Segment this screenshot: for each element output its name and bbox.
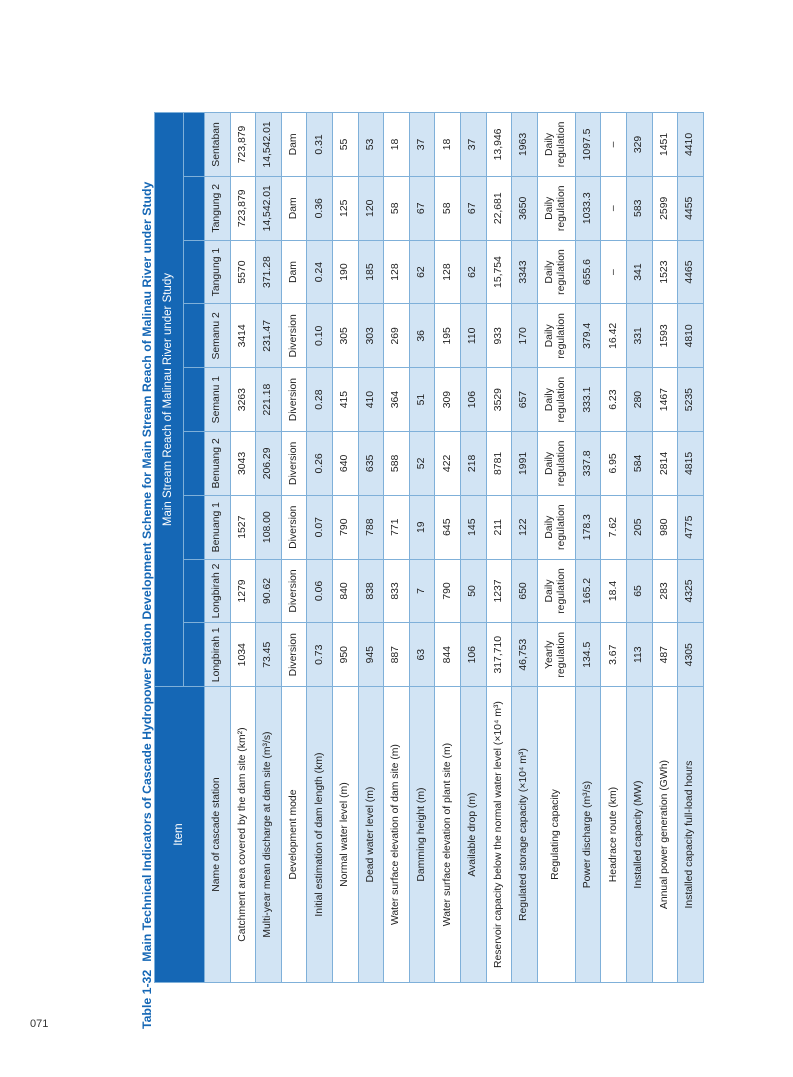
table-cell: 110 xyxy=(461,304,487,368)
table-cell: 62 xyxy=(409,240,435,304)
row-label: Catchment area covered by the dam site (km²) xyxy=(230,687,256,983)
table-row xyxy=(384,113,410,983)
table-cell: 655.6 xyxy=(575,240,601,304)
table-cell: Sentaban xyxy=(205,113,231,177)
table-row xyxy=(205,113,231,983)
table-cell: 62 xyxy=(461,240,487,304)
table-cell: 771 xyxy=(384,495,410,559)
table-cell: 165.2 xyxy=(575,559,601,623)
table-cell: 583 xyxy=(627,176,653,240)
rotated-table-wrapper xyxy=(154,112,704,983)
table-cell: 231.47 xyxy=(256,304,282,368)
table-cell: Daily regulation xyxy=(537,304,575,368)
table-cell: Tangung 2 xyxy=(205,176,231,240)
table-cell: 37 xyxy=(461,113,487,177)
table-cell: 3414 xyxy=(230,304,256,368)
table-cell: Daily regulation xyxy=(537,176,575,240)
table-cell: Dam xyxy=(281,240,307,304)
table-cell: 371.28 xyxy=(256,240,282,304)
table-cell: 22,681 xyxy=(486,176,512,240)
table-row xyxy=(333,113,359,983)
row-label: Regulated storage capacity (×10⁴ m³) xyxy=(512,687,538,983)
table-cell: 280 xyxy=(627,368,653,432)
table-cell: 5235 xyxy=(678,368,704,432)
table-cell: 14,542.01 xyxy=(256,113,282,177)
table-cell: 0.31 xyxy=(307,113,333,177)
table-cell: 15,754 xyxy=(486,240,512,304)
table-cell: Dam xyxy=(281,113,307,177)
table-body xyxy=(205,113,704,983)
row-label: Name of cascade station xyxy=(205,687,231,983)
table-cell: 415 xyxy=(333,368,359,432)
table-cell: 1593 xyxy=(652,304,678,368)
table-cell: 7 xyxy=(409,559,435,623)
table-cell: 6.23 xyxy=(601,368,627,432)
table-cell: 120 xyxy=(358,176,384,240)
table-cell: 0.07 xyxy=(307,495,333,559)
table-cell: 723,879 xyxy=(230,176,256,240)
table-cell: 657 xyxy=(512,368,538,432)
table-cell: Diversion xyxy=(281,623,307,687)
table-cell: 3529 xyxy=(486,368,512,432)
table-cell: 18 xyxy=(435,113,461,177)
table-cell: 3650 xyxy=(512,176,538,240)
table-cell: 1523 xyxy=(652,240,678,304)
table-cell: 584 xyxy=(627,432,653,496)
table-cell: Benuang 2 xyxy=(205,432,231,496)
table-cell: 113 xyxy=(627,623,653,687)
table-cell: 108.00 xyxy=(256,495,282,559)
table-cell: 3.67 xyxy=(601,623,627,687)
table-cell: 0.36 xyxy=(307,176,333,240)
table-cell: 650 xyxy=(512,559,538,623)
table-cell: 840 xyxy=(333,559,359,623)
table-cell: Longbirah 1 xyxy=(205,623,231,687)
row-label: Initial estimation of dam length (km) xyxy=(307,687,333,983)
table-cell: 58 xyxy=(435,176,461,240)
table-cell: 305 xyxy=(333,304,359,368)
table-cell: 950 xyxy=(333,623,359,687)
table-cell: 4410 xyxy=(678,113,704,177)
table-cell: Daily regulation xyxy=(537,113,575,177)
table-cell: Diversion xyxy=(281,368,307,432)
table-title: Main Technical Indicators of Cascade Hydropower Station Development Scheme for Main Stream Reach of Malinau River under Study xyxy=(140,181,154,962)
table-cell: Yearly regulation xyxy=(537,623,575,687)
table-cell: 838 xyxy=(358,559,384,623)
table-cell: 50 xyxy=(461,559,487,623)
table-cell: 46,753 xyxy=(512,623,538,687)
header-spacer xyxy=(184,432,205,496)
table-cell: 4810 xyxy=(678,304,704,368)
table-cell: 106 xyxy=(461,368,487,432)
table-cell: 205 xyxy=(627,495,653,559)
table-cell: 379.4 xyxy=(575,304,601,368)
table-cell: 788 xyxy=(358,495,384,559)
table-cell: 790 xyxy=(435,559,461,623)
table-cell: 5570 xyxy=(230,240,256,304)
table-cell: 945 xyxy=(358,623,384,687)
table-cell: 0.24 xyxy=(307,240,333,304)
row-label: Water surface elevation of dam site (m) xyxy=(384,687,410,983)
table-cell: 128 xyxy=(384,240,410,304)
table-cell: Daily regulation xyxy=(537,495,575,559)
header-spacer xyxy=(184,623,205,687)
header-group: Main Stream Reach of Malinau River under Study xyxy=(155,113,184,687)
table-cell: Diversion xyxy=(281,432,307,496)
table-cell: 933 xyxy=(486,304,512,368)
table-cell: 6.95 xyxy=(601,432,627,496)
table-cell: 1991 xyxy=(512,432,538,496)
row-label: Regulating capacity xyxy=(537,687,575,983)
header-spacer xyxy=(184,559,205,623)
table-cell: 52 xyxy=(409,432,435,496)
table-row xyxy=(652,113,678,983)
table-cell: 640 xyxy=(333,432,359,496)
table-cell: 3043 xyxy=(230,432,256,496)
table-row xyxy=(409,113,435,983)
table-cell: 337.8 xyxy=(575,432,601,496)
header-item: Item xyxy=(155,687,205,983)
table-cell: 7.62 xyxy=(601,495,627,559)
table-cell: 0.10 xyxy=(307,304,333,368)
table-cell: 211 xyxy=(486,495,512,559)
table-cell: 128 xyxy=(435,240,461,304)
table-cell: 53 xyxy=(358,113,384,177)
table-cell: 303 xyxy=(358,304,384,368)
page-number: 071 xyxy=(30,1018,49,1030)
table-cell: 195 xyxy=(435,304,461,368)
table-cell: 4455 xyxy=(678,176,704,240)
table-cell: Benuang 1 xyxy=(205,495,231,559)
table-cell: 145 xyxy=(461,495,487,559)
table-cell: – xyxy=(601,240,627,304)
table-cell: 422 xyxy=(435,432,461,496)
table-row xyxy=(678,113,704,983)
header-spacer xyxy=(184,368,205,432)
table-cell: 2814 xyxy=(652,432,678,496)
table-cell: 4775 xyxy=(678,495,704,559)
table-cell: 106 xyxy=(461,623,487,687)
table-cell: 65 xyxy=(627,559,653,623)
table-cell: 329 xyxy=(627,113,653,177)
table-cell: – xyxy=(601,113,627,177)
table-row xyxy=(575,113,601,983)
row-label: Installed capacity full-load hours xyxy=(678,687,704,983)
table-cell: 309 xyxy=(435,368,461,432)
row-label: Multi-year mean discharge at dam site (m³/s) xyxy=(256,687,282,983)
table-cell: 1451 xyxy=(652,113,678,177)
table-cell: 317,710 xyxy=(486,623,512,687)
table-cell: 2599 xyxy=(652,176,678,240)
table-row xyxy=(627,113,653,983)
table-cell: Semanu 2 xyxy=(205,304,231,368)
row-label: Damming height (m) xyxy=(409,687,435,983)
table-cell: 63 xyxy=(409,623,435,687)
header-spacer xyxy=(184,240,205,304)
table-cell: 14,542.01 xyxy=(256,176,282,240)
table-cell: 218 xyxy=(461,432,487,496)
table-cell: 341 xyxy=(627,240,653,304)
row-label: Installed capacity (MW) xyxy=(627,687,653,983)
table-cell: 887 xyxy=(384,623,410,687)
table-cell: 844 xyxy=(435,623,461,687)
table-cell: 206.29 xyxy=(256,432,282,496)
row-label: Headrace route (km) xyxy=(601,687,627,983)
table-cell: 4325 xyxy=(678,559,704,623)
table-cell: 1097.5 xyxy=(575,113,601,177)
table-cell: Daily regulation xyxy=(537,240,575,304)
table-cell: 37 xyxy=(409,113,435,177)
table-cell: 4465 xyxy=(678,240,704,304)
table-cell: 18.4 xyxy=(601,559,627,623)
table-cell: 51 xyxy=(409,368,435,432)
table-cell: 4815 xyxy=(678,432,704,496)
table-cell: Diversion xyxy=(281,495,307,559)
row-label: Reservoir capacity below the normal water level (×10⁴ m³) xyxy=(486,687,512,983)
table-cell: 134.5 xyxy=(575,623,601,687)
row-label: Water surface elevation of plant site (m) xyxy=(435,687,461,983)
table-cell: 1033.3 xyxy=(575,176,601,240)
table-cell: 790 xyxy=(333,495,359,559)
table-cell: 0.28 xyxy=(307,368,333,432)
table-cell: 980 xyxy=(652,495,678,559)
table-cell: 635 xyxy=(358,432,384,496)
table-cell: 190 xyxy=(333,240,359,304)
table-cell: 73.45 xyxy=(256,623,282,687)
table-cell: 364 xyxy=(384,368,410,432)
table-cell: 122 xyxy=(512,495,538,559)
table-cell: – xyxy=(601,176,627,240)
table-row xyxy=(435,113,461,983)
row-label: Normal water level (m) xyxy=(333,687,359,983)
table-cell: 1963 xyxy=(512,113,538,177)
table-cell: Longbirah 2 xyxy=(205,559,231,623)
table-row xyxy=(230,113,256,983)
table-cell: Diversion xyxy=(281,304,307,368)
table-cell: Daily regulation xyxy=(537,559,575,623)
table-cell: 18 xyxy=(384,113,410,177)
table-row xyxy=(307,113,333,983)
table-cell: 333.1 xyxy=(575,368,601,432)
table-cell: 13,946 xyxy=(486,113,512,177)
table-cell: 67 xyxy=(409,176,435,240)
row-label: Annual power generation (GWh) xyxy=(652,687,678,983)
table-cell: 331 xyxy=(627,304,653,368)
table-cell: 0.06 xyxy=(307,559,333,623)
table-cell: 588 xyxy=(384,432,410,496)
table-row xyxy=(358,113,384,983)
table-cell: 723,879 xyxy=(230,113,256,177)
table-cell: 170 xyxy=(512,304,538,368)
table-cell: 67 xyxy=(461,176,487,240)
table-cell: 1527 xyxy=(230,495,256,559)
table-row xyxy=(281,113,307,983)
table-cell: 487 xyxy=(652,623,678,687)
table-cell: Daily regulation xyxy=(537,368,575,432)
table-row xyxy=(461,113,487,983)
table-cell: 283 xyxy=(652,559,678,623)
table-row xyxy=(537,113,575,983)
table-cell: 0.26 xyxy=(307,432,333,496)
table-row xyxy=(512,113,538,983)
table-cell: 90.62 xyxy=(256,559,282,623)
table-cell: 58 xyxy=(384,176,410,240)
table-cell: 269 xyxy=(384,304,410,368)
table-cell: 19 xyxy=(409,495,435,559)
table-cell: 833 xyxy=(384,559,410,623)
header-spacer xyxy=(184,113,205,177)
table-cell: 36 xyxy=(409,304,435,368)
table-cell: 221.18 xyxy=(256,368,282,432)
table-cell: 16.42 xyxy=(601,304,627,368)
table-cell: 1279 xyxy=(230,559,256,623)
table-cell: 185 xyxy=(358,240,384,304)
table-cell: Tangung 1 xyxy=(205,240,231,304)
table-cell: 3263 xyxy=(230,368,256,432)
table-cell: 1034 xyxy=(230,623,256,687)
table-cell: 178.3 xyxy=(575,495,601,559)
table-cell: 125 xyxy=(333,176,359,240)
header-spacer xyxy=(184,176,205,240)
table-cell: Daily regulation xyxy=(537,432,575,496)
table-cell: 1237 xyxy=(486,559,512,623)
row-label: Development mode xyxy=(281,687,307,983)
table-row xyxy=(256,113,282,983)
row-label: Power discharge (m³/s) xyxy=(575,687,601,983)
table-cell: 4305 xyxy=(678,623,704,687)
table-cell: 55 xyxy=(333,113,359,177)
technical-indicators-table xyxy=(154,112,704,983)
table-cell: 8781 xyxy=(486,432,512,496)
table-cell: Diversion xyxy=(281,559,307,623)
row-label: Available drop (m) xyxy=(461,687,487,983)
table-row xyxy=(601,113,627,983)
table-number: Table 1-32 xyxy=(140,969,154,1029)
table-cell: 0.73 xyxy=(307,623,333,687)
table-row xyxy=(486,113,512,983)
table-cell: 3343 xyxy=(512,240,538,304)
table-cell: 1467 xyxy=(652,368,678,432)
header-spacer xyxy=(184,495,205,559)
row-label: Dead water level (m) xyxy=(358,687,384,983)
table-cell: Dam xyxy=(281,176,307,240)
header-spacer xyxy=(184,304,205,368)
table-cell: Semanu 1 xyxy=(205,368,231,432)
table-cell: 645 xyxy=(435,495,461,559)
table-cell: 410 xyxy=(358,368,384,432)
